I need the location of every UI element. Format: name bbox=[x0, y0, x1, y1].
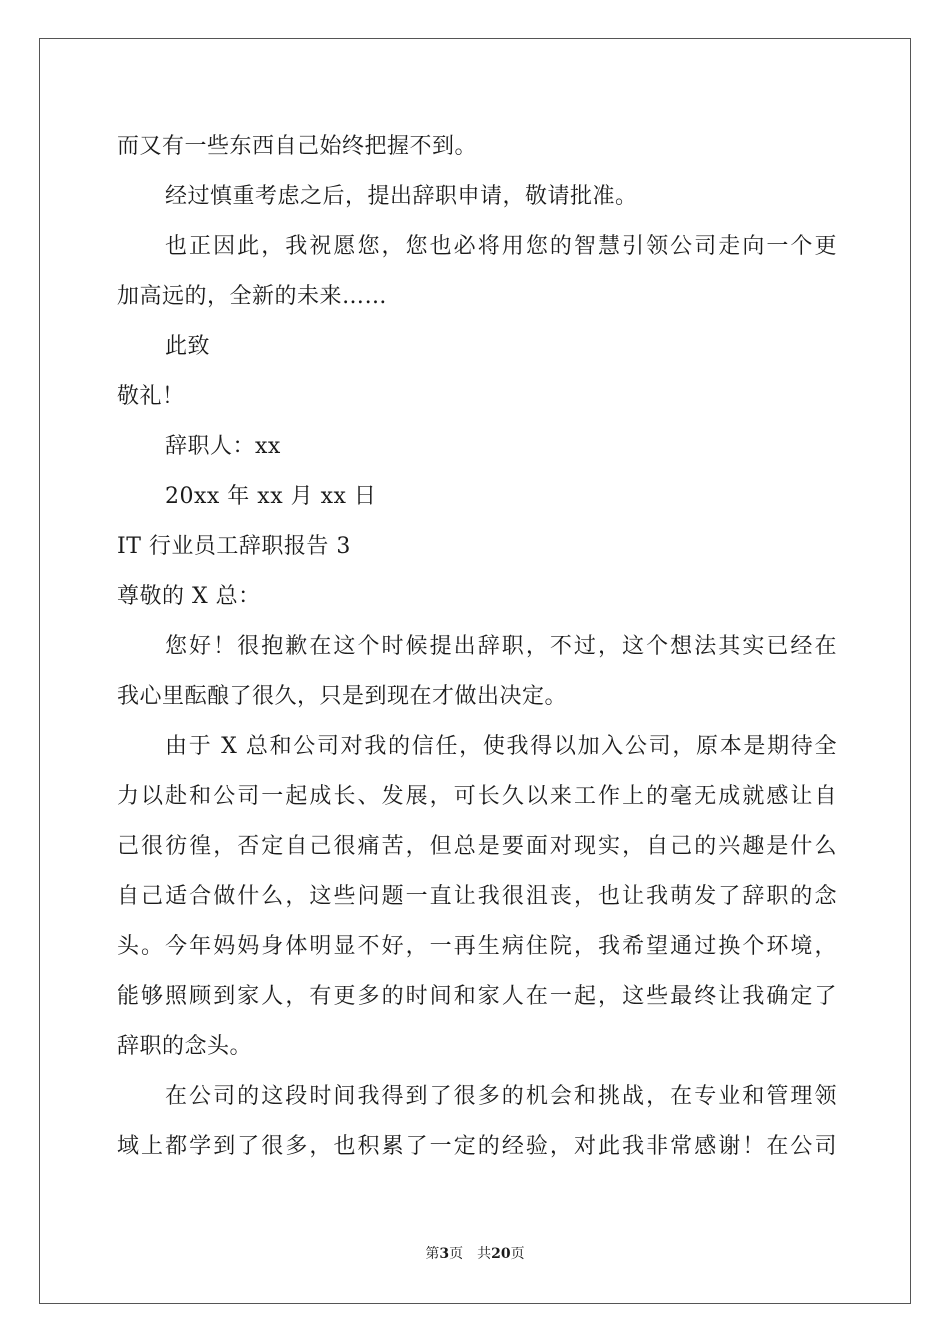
text-line-4: 加高远的，全新的未来…… bbox=[117, 284, 388, 309]
footer-prefix: 第 bbox=[425, 1246, 440, 1262]
letter-greeting: 尊敬的 X 总： bbox=[117, 584, 261, 609]
date-line: 20xx 年 xx 月 xx 日 bbox=[165, 484, 377, 509]
text-line-20: 在公司的这段时间我得到了很多的机会和挑战，在专业和管理领 bbox=[165, 1084, 837, 1109]
text-line-21: 域上都学到了很多，也积累了一定的经验，对此我非常感谢！在公司 bbox=[117, 1134, 837, 1159]
closing-salutation: 此致 bbox=[165, 334, 211, 359]
text-line-16: 自己适合做什么，这些问题一直让我很沮丧，也让我萌发了辞职的念 bbox=[117, 884, 837, 909]
footer-page-unit: 页 bbox=[449, 1246, 464, 1262]
text-line-15: 己很彷徨，否定自己很痛苦，但总是要面对现实，自己的兴趣是什么 bbox=[117, 834, 837, 859]
footer-total-unit: 页 bbox=[510, 1246, 525, 1262]
closing-regards: 敬礼！ bbox=[117, 384, 185, 409]
text-line-14: 力以赴和公司一起成长、发展，可长久以来工作上的毫无成就感让自 bbox=[117, 784, 837, 809]
section-title: IT 行业员工辞职报告 3 bbox=[117, 534, 351, 559]
text-line-19: 辞职的念头。 bbox=[117, 1034, 253, 1059]
page-footer bbox=[0, 1244, 950, 1264]
text-line-17: 头。今年妈妈身体明显不好，一再生病住院，我希望通过换个环境， bbox=[117, 934, 837, 959]
text-line-2: 经过慎重考虑之后，提出辞职申请，敬请批准。 bbox=[165, 184, 638, 209]
footer-total-prefix: 共 bbox=[477, 1246, 492, 1262]
total-page-count: 20 bbox=[491, 1246, 511, 1262]
signature-line: 辞职人：xx bbox=[165, 434, 281, 459]
text-line-18: 能够照顾到家人，有更多的时间和家人在一起，这些最终让我确定了 bbox=[117, 984, 837, 1009]
text-line-13: 由于 X 总和公司对我的信任，使我得以加入公司，原本是期待全 bbox=[165, 734, 837, 759]
text-line-1: 而又有一些东西自己始终把握不到。 bbox=[117, 134, 478, 159]
document-body bbox=[117, 122, 837, 1172]
text-line-11: 您好！很抱歉在这个时候提出辞职，不过，这个想法其实已经在 bbox=[165, 634, 837, 659]
current-page-number: 3 bbox=[439, 1246, 450, 1262]
text-line-3: 也正因此，我祝愿您，您也必将用您的智慧引领公司走向一个更 bbox=[165, 234, 837, 259]
text-line-12: 我心里酝酿了很久，只是到现在才做出决定。 bbox=[117, 684, 568, 709]
